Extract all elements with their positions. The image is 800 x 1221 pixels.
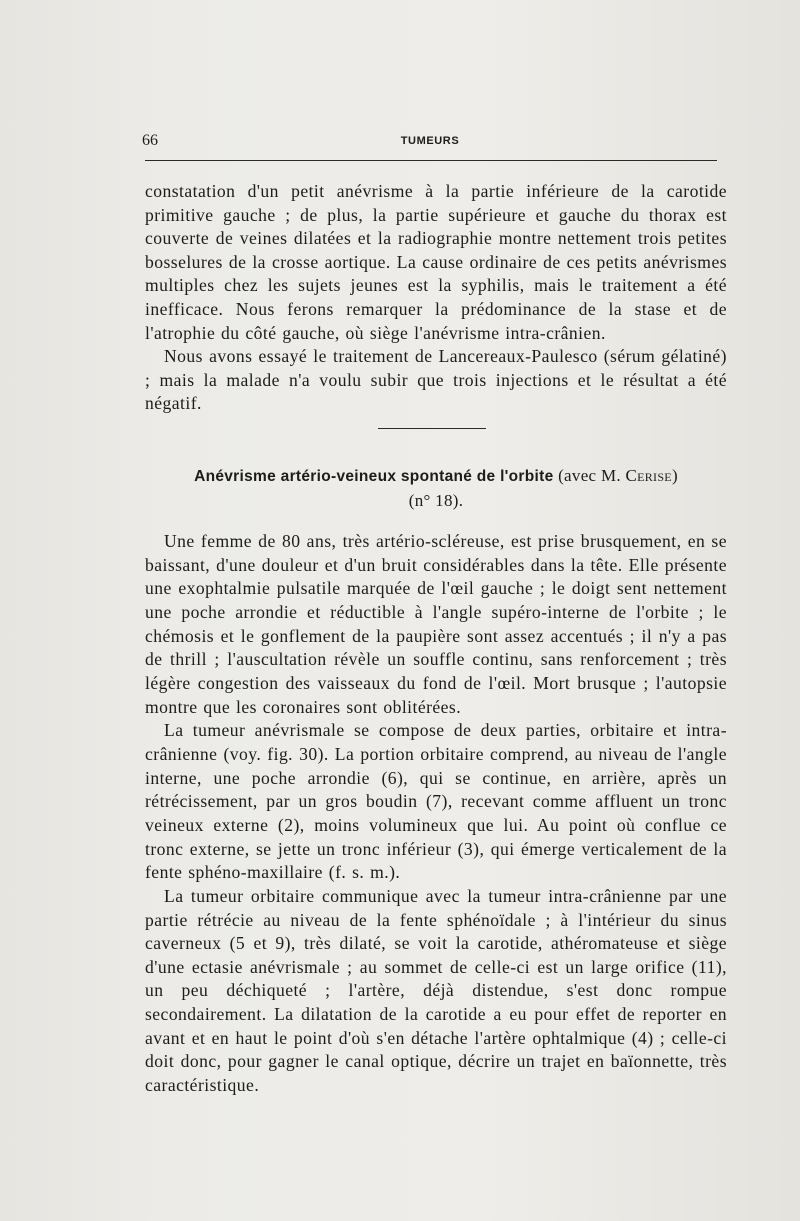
case-number: (n° 18). xyxy=(408,491,464,510)
continuation-text xyxy=(145,180,727,416)
title-suffix: ) xyxy=(671,466,678,485)
header-rule xyxy=(145,160,717,161)
running-head: TUMEURS xyxy=(400,135,460,147)
section-title-line xyxy=(145,464,727,489)
section-body xyxy=(145,530,727,1098)
paragraph: constatation d'un petit anévrisme à la partie inférieure de la carotide primitive gauche ; de plus, la partie supérieure et gauche du thorax est couverte de veines dilatées et la radiographie montre nettement trois petites bosselures de la crosse aortique. La cause ordinaire de ces petits anévrismes multiples chez les sujets jeunes est la syphilis, mais le traitement a été inefficace. Nous ferons remarquer la prédominance de la stase et de l'atrophie du côté gauche, où siège l'anévrisme intra-crânien. xyxy=(145,181,727,343)
paragraph: Nous avons essayé le traitement de Lancereaux-Paulesco (sérum gélatiné) ; mais la malade n'a voulu subir que trois injections et le résultat a été négatif. xyxy=(145,346,727,414)
page-header xyxy=(140,130,720,160)
paragraph: La tumeur orbitaire communique avec la tumeur intra-crânienne par une partie rétrécie au niveau de la fente sphénoïdale ; à l'intérieur du sinus caverneux (5 et 9), très dilaté, se voit la carotide, athéromateuse et siège d'une ectasie anévrismale ; au sommet de celle-ci est un large orifice (11), un peu déchiqueté ; l'artère, déjà distendue, s'est donc rompue secondairement. La dilatation de la carotide a eu pour effet de reporter en avant et en haut le point d'où s'en détache l'artère ophtalmique (4) ; celle-ci doit donc, pour gagner le canal optique, décrire un trajet en baïonnette, très caractéristique. xyxy=(145,885,727,1096)
page-number: 66 xyxy=(142,132,158,149)
section-heading xyxy=(145,464,727,513)
paragraph: La tumeur anévrismale se compose de deux parties, orbitaire et intra-crânienne (voy. fig. 30). La portion orbitaire comprend, au niveau de l'angle interne, une poche arrondie (6), qui se continue, en arrière, après un rétrécissement, par un gros boudin (7), recevant comme affluent un tronc veineux externe (2), moins volumineux que lui. Au point où conflue ce tronc externe, se jette un tronc inférieur (3), qui émerge verticalement de la fente sphéno-maxillaire (f. s. m.). xyxy=(145,720,727,883)
section-separator xyxy=(378,428,486,429)
co-author-name: Cerise xyxy=(625,466,672,485)
title-prefix: (avec M. xyxy=(558,466,626,485)
paragraph: Une femme de 80 ans, très artério-scléreuse, est prise brusquement, en se baissant, d'une douleur et d'un bruit considérables dans la tête. Elle présente une exophtalmie pulsatile marquée de l'œil gauche ; le doigt sent nettement une poche arrondie et réductible à l'angle supéro-interne de l'orbite ; le chémosis et le gonflement de la paupière sont assez accentués ; il n'y a pas de thrill ; l'auscultation révèle un souffle continu, sans renforcement ; très légère congestion des vaisseaux du fond de l'œil. Mort brusque ; l'autopsie montre que les coronaires sont oblitérées. xyxy=(145,531,727,717)
section-title: Anévrisme artério-veineux spontané de l'orbite xyxy=(194,468,554,485)
